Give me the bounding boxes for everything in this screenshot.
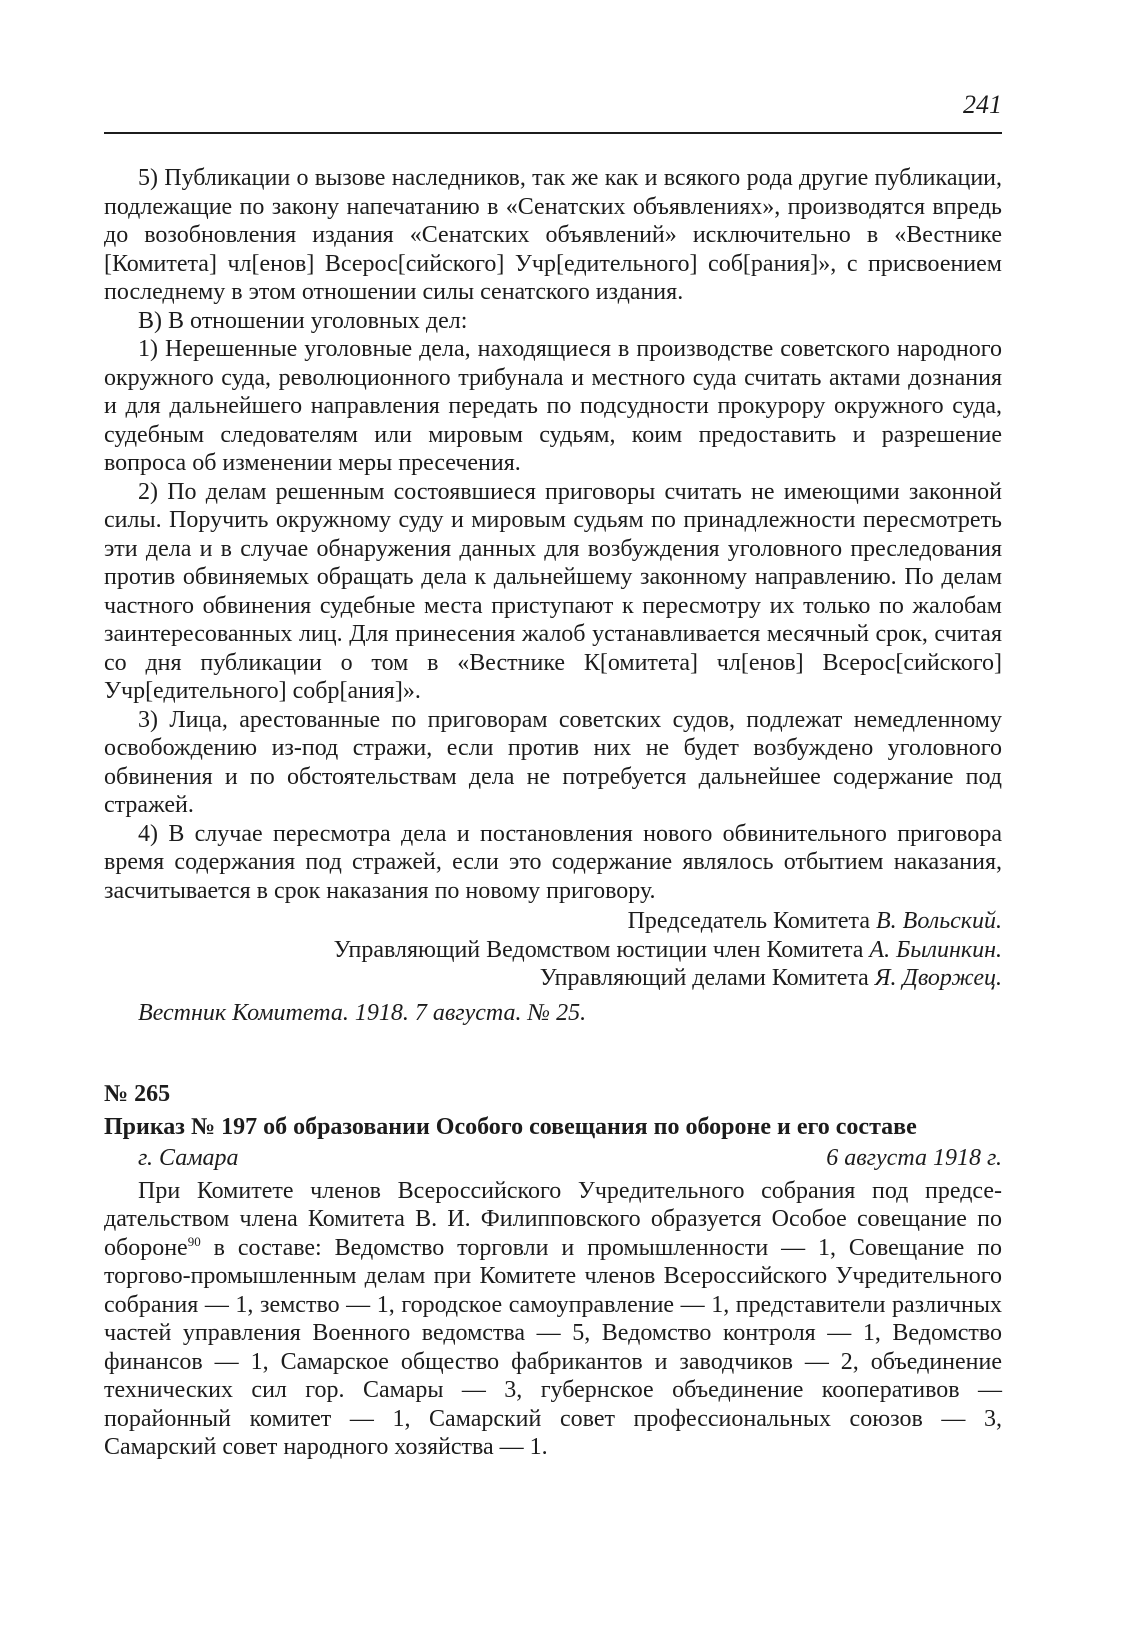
paragraph-detention-time: 4) В случае пересмотра дела и постановления нового обвинительного приговора время содержания под стражей, если это содержание являлось отбытием наказания, засчитывается в срок наказания по новому приговору. <box>104 820 1002 904</box>
signature-title: Управляющий Ведомством юстиции член Комитета <box>333 936 864 963</box>
signature-title: Председатель Комитета <box>627 908 870 934</box>
signature-line <box>104 907 1002 936</box>
signature-line <box>104 964 1002 993</box>
footnote-ref[interactable]: 90 <box>187 1233 201 1249</box>
defense-text-start: При Комитете членов Всероссийского Учредительного собрания под председательством члена Комитета В. И. Филипповского образуется Особое совещание по обороне <box>104 1177 1002 1261</box>
source-citation: Вестник Комитета. 1918. 7 августа. № 25. <box>138 999 587 1026</box>
signature-name: В. Вольский. <box>876 908 1002 934</box>
document-date: 6 августа 1918 г. <box>826 1145 1002 1171</box>
signature-name: А. Былинкин. <box>869 936 1002 963</box>
paragraph-resolved-cases: 2) По делам решенным состоявшиеся приговоры считать не имеющими законной силы. Поручить окружному суду и мировым судьям по принадлежности пересмотреть эти дела и в случае обнаружения данных для возбуждения уголовного преследования против обвиняемых обращать дела к дальнейшему законному направлению. По делам частного обвинения судебные места приступают к пересмотру их только по жалобам заинтересованных лиц. Для принесения жалоб устанавливается месячный срок, считая со дня публикации о том в «Вестнике К[омитета] чл[енов] Всерос[сийского] Учр[едительного] собр[ания]». <box>104 478 1002 704</box>
paragraph-criminal-heading: В) В отношении уголовных дел: <box>138 307 468 334</box>
signature-line <box>104 936 1002 965</box>
signature-title: Управляющий делами Комитета <box>539 965 869 991</box>
signature-name: Я. Дворжец. <box>874 965 1002 991</box>
paragraph-publications: 5) Публикации о вызове наследников, так же как и всякого рода другие публикации, подлежащие по закону напечатанию в «Сенатских объявлениях», производятся впредь до возобновления издания «Сенатских объявлений» исключительно в «Вестнике [Комитета] чл[енов] Всерос[сийского] Учр[едительного] соб[рания]», с присвоением последнему в этом отношении силы сенатского издания. <box>104 165 1002 305</box>
signature-block <box>104 907 1002 993</box>
paragraph-defense-council <box>104 1177 1002 1462</box>
paragraph-unresolved-cases: 1) Нерешенные уголовные дела, находящиеся в производстве советского народного окружного суда, революционного трибунала и местного суда считать актами дознания и для дальнейшего направления передать по подсудности прокурору окружного суда, судебным следователям или мировым судьям, коим предоставить и разрешение вопроса об изменении меры пресечения. <box>104 336 1002 476</box>
defense-text-end: в составе: Ведомство торговли и промышленности — 1, Совещание по торгово-промышленным делам при Комитете членов Всероссийского Учредительного собрания — 1, земство — 1, городское самоуправление — 1, представители различных частей управления Военного ведомства — 5, Ведомство контроля — 1, Ведомство финансов — 1, Самарское общество фабрикантов и заводчиков — 2, объединение технических сил гор. Самары — 3, губернское объединение кооперативов — порайонный комитет — 1, Самарский совет профессиональных союзов — 3, Самарский совет народного хозяйства — 1. <box>104 1234 1002 1460</box>
header-rule <box>104 132 1002 134</box>
main-text <box>104 164 1002 1462</box>
page-number: 241 <box>963 90 1002 119</box>
place-date-line <box>104 1144 1002 1173</box>
document-title: Приказ № 197 об образовании Особого совещания по обороне и его составе <box>104 1114 917 1140</box>
document-number: № 265 <box>104 1081 171 1107</box>
document-place: г. Самара <box>138 1145 239 1171</box>
paragraph-arrested-persons: 3) Лица, арестованные по приговорам советских судов, подлежат немедленному освобождению из-под стражи, если против них не будет возбуждено уголовного обвинения и по обстоятельствам дела не потребуется дальнейшее содержание под стражей. <box>104 706 1002 818</box>
